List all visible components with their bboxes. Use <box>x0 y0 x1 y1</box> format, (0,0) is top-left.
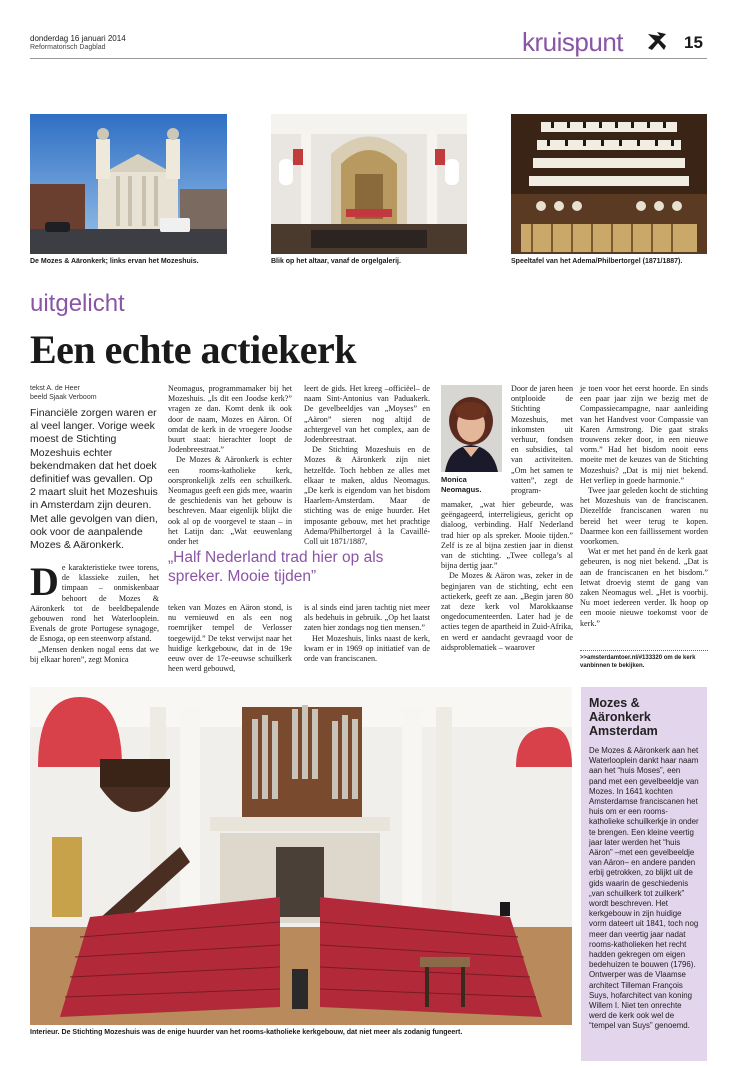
photo-organ-console <box>511 114 707 254</box>
column-5-paragraph-3: Wat er met het pand én de kerk gaat gebeuren, is nog niet bekend. „Dat is aan de franciscanen en het bisdom.” Ietwat droevig stemt de gang van zaken Neomagus wel. „Het is voorbij. Nu moet iedereen verder. Ik hoop op een mooie nieuwe toekomst voor de kerk.” <box>580 547 708 628</box>
article-intro: Financiële zorgen waren er al veel langer. Vorige week moest de Stichting Mozeshuis echter bekendmaken dat het doek definitief was gevallen. Op 2 maart sluit het Mozeshuis in Amsterdam zijn deuren. Met alle gevolgen van dien, ook voor de aanpalende Mozes & Aäronkerk. <box>30 407 158 552</box>
column-1-paragraph-2: „Mensen denken nogal eens dat we bij elkaar horen”, zegt Monica <box>30 644 159 664</box>
sidebar-box <box>581 687 707 1061</box>
column-2-paragraph-1: Neomagus, programmamaker bij het Mozeshuis. „Is dit een Joodse kerk?” vragen ze dan. Komt denk ik ook door de naam, Mozes en Aäron. Of omdat de kerk in de vroegere Joodse buurt staat: hierachter loopt de Jodenbreestraat.” <box>168 384 292 455</box>
caption-exterior: De Mozes & Aäronkerk; links ervan het Mozeshuis. <box>30 258 199 265</box>
sidebar-body: De Mozes & Aäronkerk aan het Waterlooplein dankt haar naam aan het “huis Moses”, een pand met een gevelbeeldje van Mozes. In 1641 kochten Amsterdamse franciscanen het huis om er een rooms-katholieke schuilkerkje in onder te brengen. Een kleine veertig jaar later werden het “huis Aäron” –met een gevelbeeldje van Aäron– en andere panden erbij getrokken, zo blijkt uit de gids waarin de geschiedenis „van schuilkerk tot zuilkerk” wordt beschreven. Het kerkgebouw in zijn huidige vorm dateert uit 1841, toch nog meer dan veertig jaar nadat rooms-katholieken het recht hadden gekregen om eigen bedehuizen te bouwen (1796). Ontwerper was de Vlaamse architect Tilleman François Suys, hofarchitect van koning Willem I. Niet ten onrechte werd de kerk ook wel de “tempel van Suys” genoemd. <box>589 746 699 1031</box>
header-section-title: kruispunt <box>522 27 623 57</box>
column-2-top <box>168 384 292 547</box>
header-paper-name: Reformatorisch Dagblad <box>30 44 106 51</box>
column-3-paragraph-2: De Stichting Mozeshuis en de Mozes & Aäronkerk zijn niet hetzelfde. Toch hebben ze alles met elkaar te maken, aldus Neomagus. „De kerk is eigendom van het bisdom Haarlem-Amsterdam. Maar de stichting was de enige huurder. Het imposante gebouw, met het prachtige Adema/Philbertorgel à la Cavaillé-Coll uit 1871/1887, <box>304 445 430 547</box>
pull-quote: „Half Nederland trad hier op als spreker. Mooie tijden” <box>168 549 384 585</box>
column-4-paragraph-1: Door de jaren heen ontplooide de Stichting Mozeshuis, met inkomsten uit verhuur, fondsen en subsidies, tal van activiteiten. „Om het samen te vatten”, zegt de program- <box>511 384 573 496</box>
byline-author: tekst A. de Heer <box>30 385 80 392</box>
sidebar-title: Mozes & Aäronkerk Amsterdam <box>589 696 658 738</box>
column-3-paragraph-3: is al sinds eind jaren tachtig niet meer als bedehuis in gebruik. „Op het laatst zaten hier zondags nog tien mensen.” <box>304 603 430 633</box>
column-1-paragraph-1: e karakteristieke twee torens, de klassieke zuilen, het timpaan – onmiskenbaar behoort de Mozes & Aäronkerk tot de beeldbepalende gebouwen rond het Waterlooplein. Evenals de grote Portugese synagoge, de Esnoga, op een steenworp afstand. <box>30 563 159 644</box>
article-headline: Een echte actiekerk <box>30 327 356 372</box>
column-1 <box>30 559 159 665</box>
column-5 <box>580 384 708 629</box>
dropcap: D <box>30 559 59 604</box>
photo-church-interior <box>30 687 572 1025</box>
caption-interior: Interieur. De Stichting Mozeshuis was de enige huurder van het rooms-katholieke kerkgebouw, dat niet meer als zodanig fungeert. <box>30 1029 463 1036</box>
column-2-paragraph-3: teken van Mozes en Aäron stond, is nu vernieuwd en als een nog roemrijker tempel de Verlosser toegewijd.” De tekst verwijst naar het huidige kerkgebouw, dat in de 19e eeuw over de 17e-eeuwse schuilkerk heen werd gebouwd, <box>168 603 292 674</box>
photo-altar <box>271 114 467 254</box>
byline-photographer: beeld Sjaak Verboom <box>30 394 97 401</box>
column-2-bottom <box>168 603 292 674</box>
byline <box>30 384 97 402</box>
article-kicker: uitgelicht <box>30 290 125 317</box>
column-5-paragraph-1: je toen voor het eerst hoorde. En sinds een paar jaar zijn we bezig met de Compassiecampagne, naar aanleiding van het Handvest voor Compassie van Karen Armstrong. Die gaat straks trouwens zeker door, in een nieuwe vorm.” Had het bisdom nooit eens moeite met de keuzes van de Stichting Mozeshuis? „Dat is mij niet bekend. Het verliep in goede harmonie.” <box>580 384 708 485</box>
column-3-paragraph-1: leert de gids. Het kreeg –officiëel– de naam Sint-Antonius van Paduakerk. De gevelbeeldjes van „Moyses” en „Aäron” sieren nog altijd de achtergevel van het complex, aan de Jodenbreestraat. <box>304 384 430 445</box>
caption-altar: Blik op het altaar, vanaf de orgelgalerij. <box>271 258 401 265</box>
column-2-paragraph-2: De Mozes & Aäronkerk is echter een rooms-katholieke kerk, oorspronkelijk zelfs een schuilkerk. Neomagus geeft een gids mee, waarin de geschiedenis van het gebouw is beschreven. Maar eigenlijk blijkt die ook al op de voorgevel te staan – in het Latijn dan: „Wat eeuwenlang onder het <box>168 455 292 547</box>
portrait-caption: Monica Neomagus. <box>441 475 482 494</box>
column-4-paragraph-2: mamaker, „wat hier gebeurde, was geëngageerd, interreligieus, gericht op dialoog, verbinding. Half Nederland trad hier op als spreker. Mooie tijden.” Zelf is ze al bijna zestien jaar in dienst van de stichting. „Twee collega’s al bijna dertig jaar.” <box>441 500 573 571</box>
header-date: donderdag 16 januari 2014 <box>30 34 126 43</box>
column-4-full <box>441 500 573 653</box>
external-link[interactable]: >>amsterdamtoer.nl/#133320 om de kerk vanbinnen te bekijken. <box>580 650 708 670</box>
caption-organ: Speeltafel van het Adema/Philbertorgel (1871/1887). <box>511 258 683 265</box>
column-3-bottom <box>304 603 430 664</box>
portrait-monica-neomagus <box>441 385 502 472</box>
arrow-x-icon <box>646 30 668 52</box>
header-divider <box>30 58 707 59</box>
photo-church-exterior <box>30 114 227 254</box>
column-4-paragraph-3: De Mozes & Aäron was, zeker in de beginjaren van de stichting, echt een actiekerk, geeft ze aan. „Begin jaren 80 zat deze kerk vol Marokkaanse ongedocumenteerden. Later had je de acties tegen de apartheid in Zuid-Afrika, en werd er aandacht gevraagd voor de aidsproblematiek – waarover <box>441 571 573 652</box>
column-5-paragraph-2: Twee jaar geleden kocht de stichting het Mozeshuis van de franciscanen. Diezelfde franciscanen waren nu bereid het weer terug te kopen. Daarmee kon een faillissement worden voorkomen. <box>580 486 708 547</box>
column-3-top <box>304 384 430 547</box>
column-3-paragraph-4: Het Mozeshuis, links naast de kerk, kwam er in 1969 op initiatief van de orde van franciscanen. <box>304 633 430 664</box>
column-4-narrow <box>511 384 573 496</box>
page-number: 15 <box>684 33 703 52</box>
